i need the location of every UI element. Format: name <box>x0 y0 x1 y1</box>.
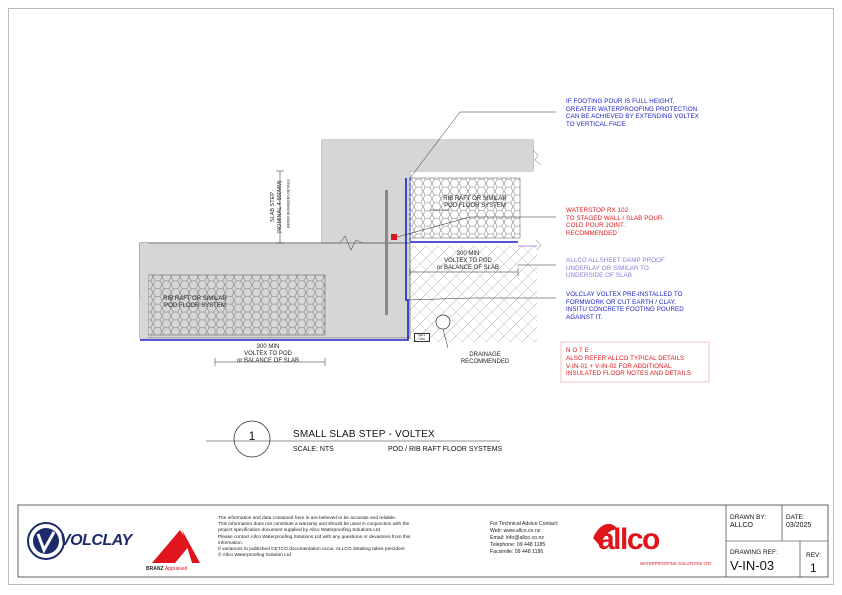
detail-number: 1 <box>248 429 256 443</box>
drawing-title: SMALL SLAB STEP - VOLTEX <box>293 429 435 440</box>
drawing-subtitle: POD / RIB RAFT FLOOR SYSTEMS <box>388 446 503 453</box>
drawn-by-label: DRAWN BY: <box>730 514 767 521</box>
note-body: ALSO REFER ALLCO TYPICAL DETAILS V-IN-01 + V-IN-02 FOR ADDITIONAL INSULATED FLOOR NOTES AND DETAILS <box>566 355 692 378</box>
note-voltex: VOLCLAY VOLTEX PRE-INSTALLED TO FORMWORK OR CUT EARTH / CLAY. INSITU CONCRETE FOOTING POURED AGAINST IT. <box>566 291 684 321</box>
allco-tagline: WATERPROOFING SOLUTIONS LTD <box>640 561 712 566</box>
branz-logo <box>146 566 187 572</box>
contact-facsimile: Facsimile: 09 448 1186 <box>490 549 544 555</box>
drawn-by-value: ALLCO <box>730 522 753 529</box>
note-footing: IF FOOTING POUR IS FULL HEIGHT, GREATER WATERPROOFING PROTECTION CAN BE ACHIEVED BY EXTENDING VOLTEX TO VERTICAL FACE <box>566 98 699 128</box>
fall-tag: FALL MIN <box>414 333 430 342</box>
allco-logo: allco <box>598 523 659 556</box>
break-line-upper <box>533 150 541 165</box>
starter-bar <box>385 190 388 315</box>
note-waterstop: WATERSTOP RX 102 TO STAGED WALL / SLAB POUR- COLD POUR JOINT. RECOMMENDED <box>566 207 665 237</box>
dim-upper-label: 300 MIN VOLTEX TO POD or BALANCE OF SLAB <box>436 251 500 271</box>
volclay-logo: VOLCLAY <box>60 532 132 549</box>
rib-raft-lower-label: RIB RAFT OR SIMILAR POD FLOOR SYSTEM <box>163 296 227 309</box>
contact-heading: For Technical Advice Contact: <box>490 521 559 527</box>
contact-web: Web: www.allco.co.nz <box>490 528 541 534</box>
branz-appraised-text: Appraised <box>164 566 188 572</box>
note-allsheet: ALLCO ALLSHEET DAMP PROOF UNDERLAY OR SIMILAR TO UNDERSIDE OF SLAB <box>566 257 665 280</box>
dim-lower-label: 300 MIN VOLTEX TO POD or BALANCE OF SLAB <box>236 344 300 364</box>
note-title: N O T E : <box>566 347 593 354</box>
slab-step-small-label: REFER ENGINEERS DETAILS <box>286 179 291 228</box>
drainage-pipe-icon <box>436 315 450 329</box>
slab-step-label: SLAB STEP (NOMINAL 4-600MM) <box>270 180 283 234</box>
contact-telephone: Telephone: 09 448 1185 <box>490 542 546 548</box>
drawing-ref-label: DRAWING REF: <box>730 549 778 556</box>
branz-emblem-icon <box>152 530 200 563</box>
waterstop-marker <box>391 234 397 240</box>
disclaimer-text: The information and data contained here in are believed to be accurate and reliable. This information does not constitute a warranty and should be used in conjunction with the project specification document supplied by Allco Waterproofing Solutions Ltd Please contact Allco Waterproofing Solutions Ltd with any questions or deviations from this information. If variances to published CETCO documentation occur, ALLCO detailing takes precident © Allco Waterproofing Solution Ltd <box>218 516 411 559</box>
date-value: 03/2025 <box>786 522 812 529</box>
rev-value: 1 <box>810 561 817 575</box>
rev-label: REV: <box>806 552 821 559</box>
contact-email: Email: info@allco.co.nz <box>490 535 544 541</box>
drawing-ref-value: V-IN-03 <box>730 558 775 573</box>
branz-logo-text: BRANZ <box>146 566 164 572</box>
date-label: DATE: <box>786 514 805 521</box>
rib-raft-upper-label: RIB RAFT OR SIMILAR POD FLOOR SYSTEM <box>443 196 507 209</box>
drainage-label: DRAINAGE RECOMMENDED <box>460 352 510 365</box>
lower-slab-left <box>140 243 148 338</box>
drawing-scale: SCALE: NTS <box>293 446 334 453</box>
